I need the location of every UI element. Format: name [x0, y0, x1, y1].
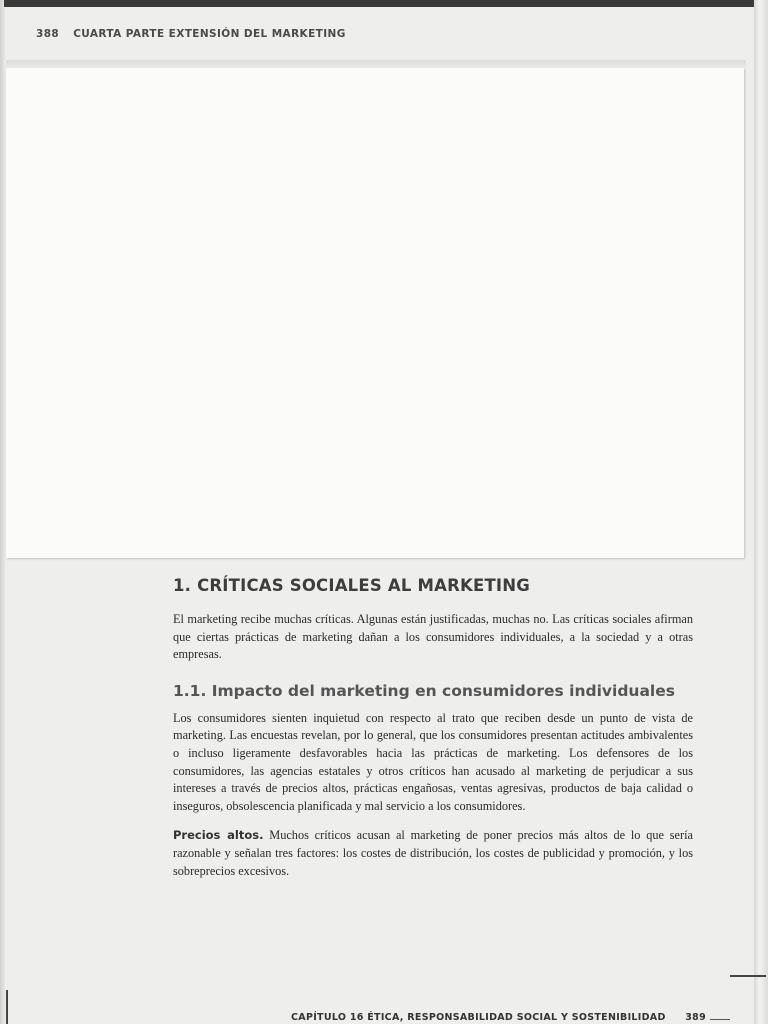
bottom-mark-left	[6, 990, 8, 1024]
bottom-mark-right	[730, 975, 766, 977]
subsection-title: 1.1. Impacto del marketing en consumidores individuales	[173, 681, 675, 700]
foot-dash	[710, 1019, 730, 1020]
page-number-top: 388	[36, 28, 60, 40]
running-foot-text: CAPÍTULO 16 ÉTICA, RESPONSABILIDAD SOCIAL Y SOSTENIBILIDAD	[291, 1012, 666, 1023]
running-head-text: CUARTA PARTE EXTENSIÓN DEL MARKETING	[73, 28, 346, 40]
precios-altos-lead: Precios altos.	[173, 828, 264, 843]
blank-overlay-sheet	[6, 68, 744, 558]
running-head	[36, 28, 346, 40]
section-intro: El marketing recibe muchas críticas. Algunas están justificadas, muchas no. Las críticas sociales afirman que ciertas prácticas de marketing dañan a los consumidores individuales, a la sociedad y a otras empresas.	[173, 612, 693, 662]
subsection-body: Los consumidores sienten inquietud con respecto al trato que reciben desde un punto de vista de marketing. Las encuestas revelan, por lo general, que los consumidores presentan actitudes ambivalentes o incluso ligeramente desfavorables hacia las prácticas de marketing. Los defensores de los consumidores, las agencias estatales y otros críticos han acusado al marketing de perjudicar a sus intereses a través de precios altos, prácticas engañosas, ventas agresivas, productos de baja calidad o inseguros, obsolescencia planificada y mal servicio a los consumidores.	[173, 710, 693, 813]
precios-altos-paragraph	[173, 827, 693, 880]
precios-altos-text: Muchos críticos acusan al marketing de poner precios más altos de lo que sería razonable y señalan tres factores: los costes de distribución, los costes de publicidad y promoción, y los sobreprecios excesivos.	[173, 828, 693, 878]
page-content	[173, 570, 693, 892]
top-rule	[4, 0, 758, 7]
section-title: 1. CRÍTICAS SOCIALES AL MARKETING	[173, 576, 531, 595]
page-number-bottom: 389	[685, 1012, 706, 1023]
running-foot	[291, 1012, 706, 1023]
right-spine	[754, 0, 768, 1024]
